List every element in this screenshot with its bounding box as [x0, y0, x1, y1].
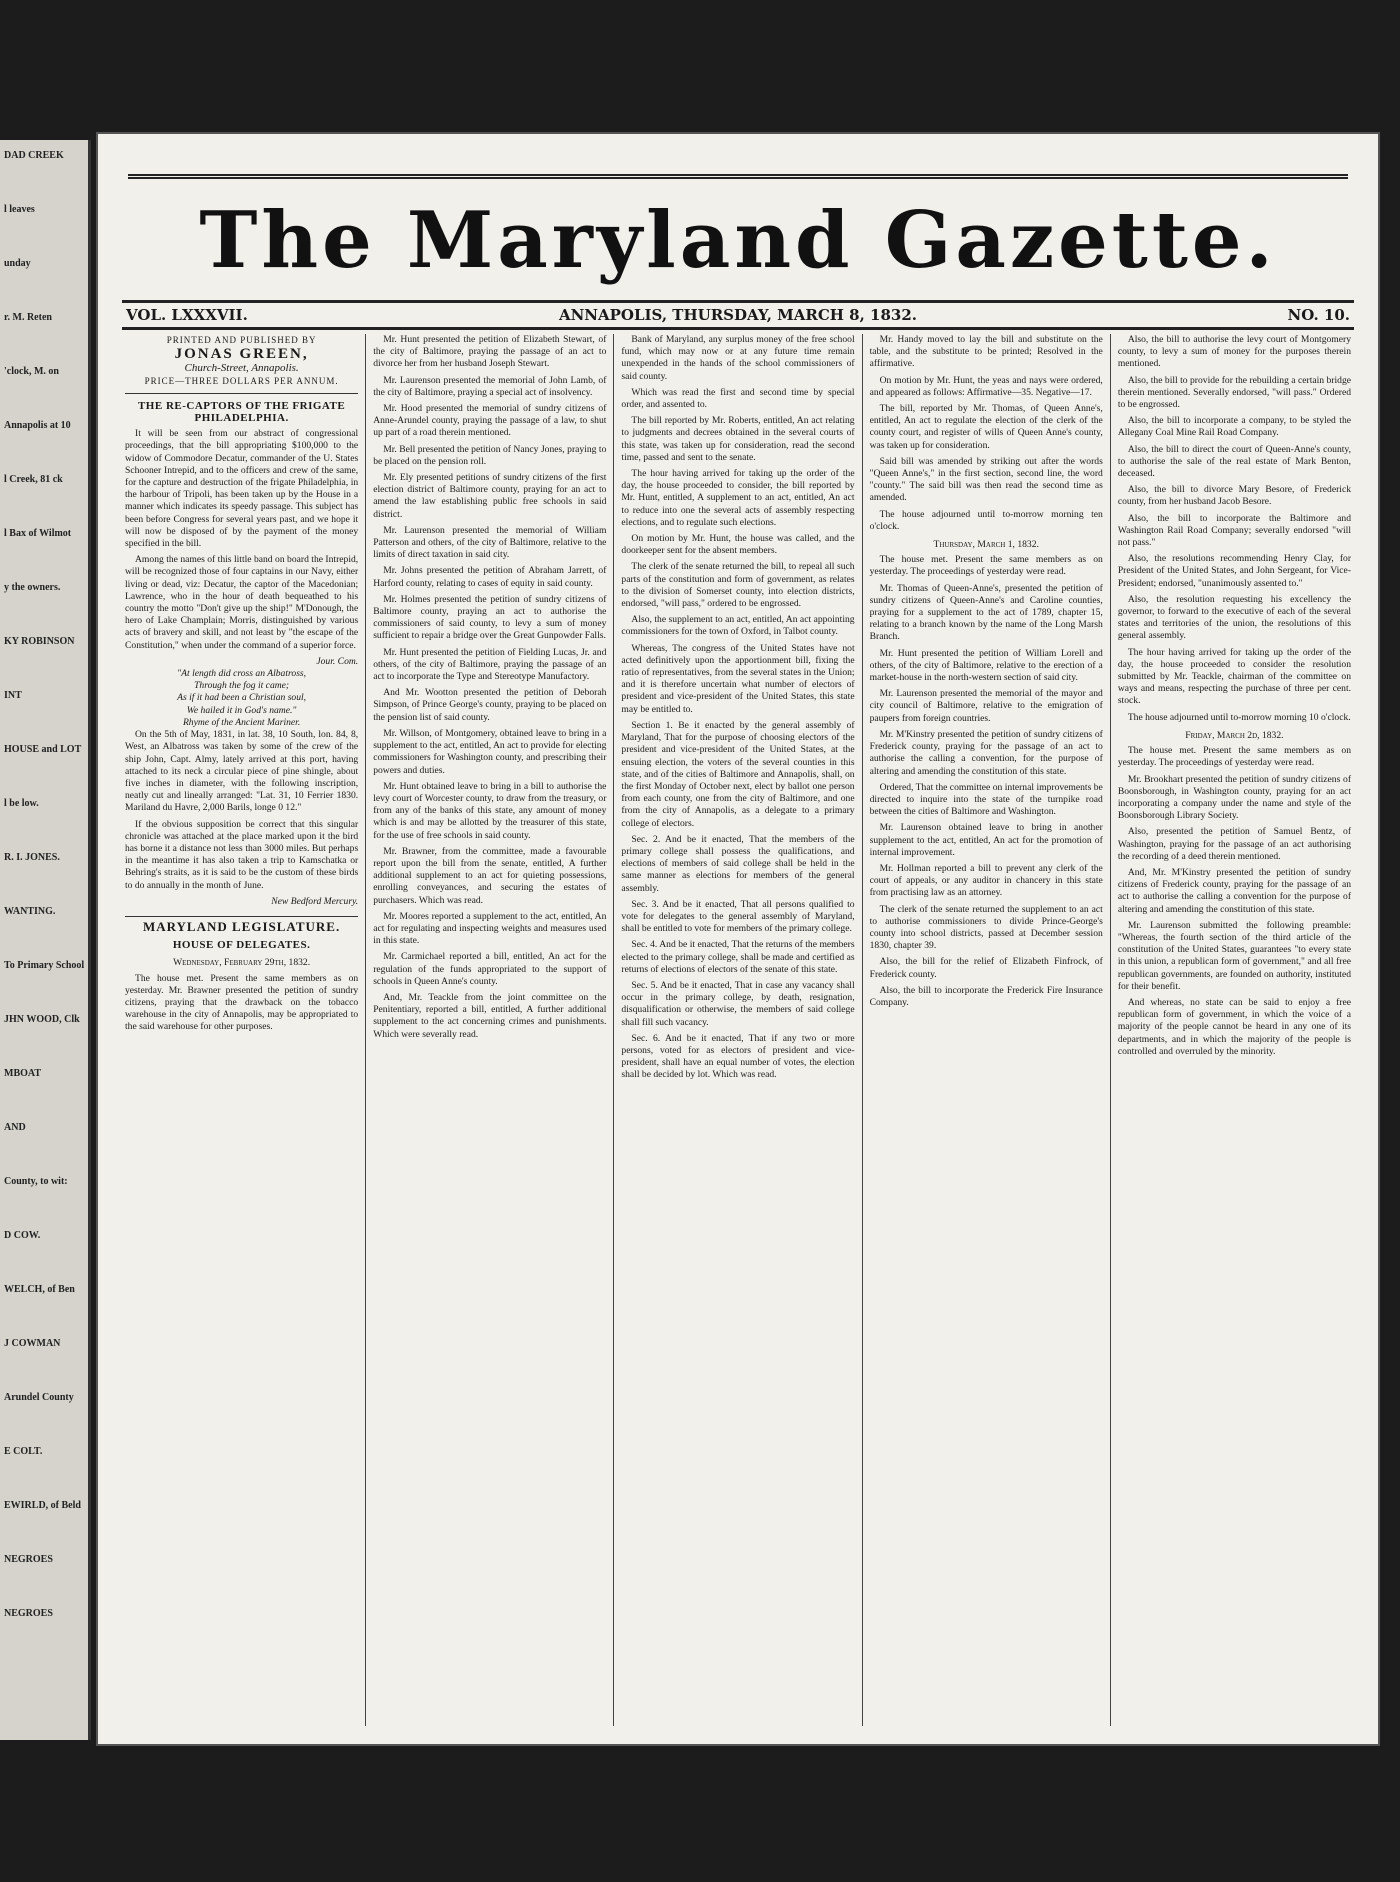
- article-paragraph: Mr. Hunt presented the petition of Elizabeth Stewart, of the city of Baltimore, praying the passage of an act to divorce her from her husband Joseph Stewart.: [373, 334, 607, 370]
- masthead-rule: [128, 174, 1348, 179]
- article-paragraph: Mr. Hood presented the memorial of sundry citizens of Anne-Arundel county, praying the passage of a law, to shut up part of a road therein mentioned.: [373, 403, 607, 439]
- article-paragraph: Also, the bill to incorporate a company, to be styled the Allegany Coal Mine Rail Road Company.: [1117, 415, 1352, 439]
- imprint-line: PRINTED AND PUBLISHED BY: [166, 335, 317, 345]
- article-paragraph: Also, presented the petition of Samuel Bentz, of Washington, praying for the passage of an act authorising the recording of a deed therein mentioned.: [1117, 826, 1352, 862]
- column-4: [863, 334, 1111, 1726]
- strip-text-fragment: DAD CREEK: [4, 150, 64, 161]
- article-paragraph: Also, the bill to incorporate the Baltimore and Washington Rail Road Company; severally endorsed "will not pass.": [1117, 512, 1352, 549]
- article-paragraph: Mr. Carmichael reported a bill, entitled, An act for the regulation of the funds appropriated to the support of schools in Queen Anne's county.: [373, 951, 607, 987]
- article-paragraph: Bank of Maryland, any surplus money of the free school fund, which may now or at any future time remain unexpended in the hands of the school commissioners of said county.: [621, 334, 855, 382]
- article-paragraph: Sec. 2. And be it enacted, That the members of the primary college shall possess the qualifications, and elections of members of said college shall be held in the same manner as elections for members of the general assembly.: [621, 833, 855, 894]
- section-subheading: HOUSE OF DELEGATES.: [172, 939, 311, 952]
- column-1: [118, 334, 366, 1726]
- strip-text-fragment: AND: [4, 1122, 26, 1133]
- article-paragraph: Also, the resolution requesting his excellency the governor, to forward to the executive of each of the several states and territories of the union, the resolutions of this general assembly.: [1117, 593, 1352, 642]
- article-source: Jour. Com.: [316, 655, 359, 667]
- strip-text-fragment: INT: [4, 690, 22, 701]
- strip-text-fragment: EWIRLD, of Beld: [4, 1500, 81, 1511]
- session-date: Thursday, March 1, 1832.: [933, 539, 1039, 551]
- strip-text-fragment: r. M. Reten: [4, 312, 52, 323]
- article-paragraph: Mr. Laurenson presented the memorial of William Patterson and others, of the city of Baltimore, relative to the limits of direct taxation in said city.: [373, 524, 607, 561]
- article-paragraph: Mr. Hunt presented the petition of William Lorell and others, of the city of Baltimore, relative to the erection of a market-house in the north-western section of said city.: [869, 647, 1103, 684]
- verse-line: We hailed it in God's name.": [186, 704, 297, 716]
- column-5: [1111, 334, 1358, 1726]
- publisher-name: JONAS GREEN,: [174, 346, 309, 363]
- strip-text-fragment: To Primary School: [4, 960, 85, 971]
- article-paragraph: And whereas, no state can be said to enjoy a free republican form of government, in which the voice of a majority of the people cannot be heard in any one of its departments, and in which the majority of the people is controlled and overruled by the minority.: [1117, 996, 1352, 1057]
- strip-text-fragment: 'clock, M. on: [4, 366, 59, 377]
- strip-text-fragment: MBOAT: [4, 1068, 42, 1079]
- article-paragraph: Also, the supplement to an act, entitled, An act appointing commissioners for the town of Oxford, in Talbot county.: [621, 614, 855, 638]
- article-heading: THE RE-CAPTORS OF THE FRIGATE PHILADELPHIA.: [137, 399, 346, 425]
- verse-line: As if it had been a Christian soul,: [177, 692, 307, 704]
- strip-text-fragment: J COWMAN: [4, 1338, 61, 1349]
- article-paragraph: On motion by Mr. Hunt, the house was called, and the doorkeeper sent for the absent members.: [621, 533, 855, 557]
- article-paragraph: Ordered, That the committee on internal improvements be directed to inquire into the state of the turnpike road between the cities of Baltimore and Washington.: [869, 781, 1103, 818]
- article-paragraph: The hour having arrived for taking up the order of the day, the house proceeded to consider the resolution submitted by Mr. Teackle, chairman of the committee on ways and means, respecting the purchase of three per cent. stock.: [1117, 646, 1352, 707]
- article-paragraph: Mr. Laurenson submitted the following preamble: "Whereas, the fourth section of the third article of the constitution of the United States, guarantees "to every state in this union, a republican form of government," and all free republican governments, are founded on authority, instituted for their benefit.: [1117, 919, 1352, 992]
- article-paragraph: Mr. Hunt obtained leave to bring in a bill to authorise the levy court of Worcester county, to draw from the treasury, or from any of the banks of this state, any amount of money which is and may be allotted by the treasurer of this state, for the use of free schools in said county.: [373, 780, 607, 841]
- article-paragraph: Which was read the first and second time by special order, and assented to.: [621, 386, 855, 411]
- article-paragraph: Sec. 3. And be it enacted, That all persons qualified to vote for delegates to the general assembly of Maryland, shall be entitled to vote for members of the primary college.: [621, 898, 855, 935]
- strip-text-fragment: NEGROES: [4, 1608, 53, 1619]
- strip-text-fragment: NEGROES: [4, 1554, 53, 1565]
- article-paragraph: The bill reported by Mr. Roberts, entitled, An act relating to judgments and decrees obtained in the several courts of this state, was taken up for consideration, read the second time, passed and sent to the senate.: [621, 415, 855, 463]
- strip-text-fragment: E COLT.: [4, 1446, 43, 1457]
- article-paragraph: Mr. Laurenson presented the memorial of John Lamb, of the city of Baltimore, praying a special act of insolvency.: [373, 374, 607, 398]
- article-paragraph: Sec. 4. And be it enacted, That the returns of the members elected to the primary college, shall be made and certified as returns of elections of electors of the senate of this state.: [621, 939, 855, 975]
- article-paragraph: Also, the bill to divorce Mary Besore, of Frederick county, from her husband Jacob Besore.: [1117, 484, 1352, 508]
- article-paragraph: Sec. 5. And be it enacted, That in case any vacancy shall occur in the primary college, by death, resignation, disqualification or otherwise, the members of said college shall fill such vacancy.: [621, 979, 855, 1028]
- article-paragraph: Mr. Hollman reported a bill to prevent any clerk of the court of appeals, or any auditor in chancery in this state from practising law as an attorney.: [869, 862, 1103, 899]
- article-paragraph: Mr. Handy moved to lay the bill and substitute on the table, and the substitute to be printed; Resolved in the affirmative.: [869, 334, 1103, 370]
- verse-source: Rhyme of the Ancient Mariner.: [182, 716, 301, 728]
- article-paragraph: On the 5th of May, 1831, in lat. 38, 10 South, lon. 84, 8, West, an Albatross was taken by some of the crew of the ship John, Capt. Almy, lately arrived at this port, having attached to its neck a circular piece of pine shingle, about five inches in diameter, with the following inscription, neatly cut and lineally arranged: "Lat. 31, 10 Ferrier 1830. Mariland du Havre, 2,000 Barils, longe 0 12.": [125, 729, 359, 814]
- article-paragraph: Section 1. Be it enacted by the general assembly of Maryland, That for the purpose of choosing electors of the president and vice-president of the United States, at the ensuing election, the voters of the several counties in this state, and of the cities of Baltimore and Annapolis, shall, on the first Monday of October next, elect by ballot one person from each county, one from the city of Baltimore, and one from the city of Annapolis, as a delegate to a primary college of electors.: [621, 719, 855, 829]
- strip-text-fragment: HOUSE and LOT: [4, 744, 82, 755]
- article-paragraph: And Mr. Wootton presented the petition of Deborah Simpson, of Prince George's county, praying to be placed on the pension list of said county.: [373, 687, 607, 723]
- article-paragraph: The bill, reported by Mr. Thomas, of Queen Anne's, entitled, An act to regulate the election of the clerk of the county court, and register of wills of Queen Anne's county, was taken up for consideration.: [869, 403, 1103, 451]
- strip-text-fragment: l leaves: [4, 204, 35, 215]
- article-paragraph: Whereas, The congress of the United States have not acted definitively upon the apportionment bill, fixing the ratio of representatives, from the several states in the Union; and it is therefore uncertain what number of electors of president and vice-president of the United States, this state may be entitled to.: [621, 642, 855, 715]
- article-paragraph: Also, the bill to incorporate the Frederick Fire Insurance Company.: [869, 984, 1103, 1008]
- article-source: New Bedford Mercury.: [271, 895, 359, 907]
- article-paragraph: On motion by Mr. Hunt, the yeas and nays were ordered, and appeared as follows: Affirmative—35. Negative—17.: [869, 374, 1103, 398]
- section-heading: MARYLAND LEGISLATURE.: [125, 916, 358, 933]
- columns: [118, 334, 1358, 1726]
- article-paragraph: If the obvious supposition be correct that this singular chronicle was attached at the place marked upon it the bird has borne it a distance not less than 3000 miles. But perhaps in the meantime it has also taken a trip to Kamschatka or Behring's straits, as it is said to be the custom of these birds to do annually in the month of June.: [125, 818, 359, 891]
- strip-text-fragment: WELCH, of Ben: [4, 1284, 75, 1295]
- article-paragraph: Mr. Johns presented the petition of Abraham Jarrett, of Harford county, relating to cases of equity in said county.: [373, 565, 607, 589]
- verse-line: "At length did cross an Albatross,: [177, 668, 307, 680]
- strip-text-fragment: WANTING.: [4, 906, 56, 917]
- article-paragraph: Mr. Thomas of Queen-Anne's, presented the petition of sundry citizens of Queen-Anne's and Caroline counties, praying for a supplement to the act of 1789, chapter 15, relating to a branch known by the name of the Long Marsh Branch.: [869, 582, 1103, 643]
- strip-text-fragment: County, to wit:: [4, 1176, 68, 1187]
- article-paragraph: And, Mr. Teackle from the joint committee on the Penitentiary, reported a bill, entitled, A further additional supplement to the act concerning crimes and punishments. Which were severally read.: [373, 991, 607, 1040]
- article-paragraph: The clerk of the senate returned the supplement to an act to authorise commissioners to divide Prince-George's county into school districts, passed at December session 1830, chapter 39.: [869, 903, 1103, 952]
- session-date: Friday, March 2d, 1832.: [1185, 729, 1284, 741]
- strip-text-fragment: Annapolis at 10: [4, 420, 71, 431]
- city-date: ANNAPOLIS, THURSDAY, MARCH 8, 1832.: [558, 306, 918, 324]
- article-paragraph: The house met. Present the same members as on yesterday. Mr. Brawner presented the petition of sundry citizens, praying that the drawback on the tobacco warehouse in the city of Annapolis, may be appropriated to the said warehouse for other purposes.: [125, 972, 359, 1033]
- article-paragraph: Mr. Laurenson presented the memorial of the mayor and city council of Baltimore, relative to the emigration of paupers from foreign countries.: [869, 688, 1103, 724]
- article-paragraph: Mr. Moores reported a supplement to the act, entitled, An act for regulating and inspecting weights and measures used in this state.: [373, 910, 607, 947]
- article-paragraph: Mr. Laurenson obtained leave to bring in another supplement to the act, entitled, An act for the promotion of internal improvement.: [869, 822, 1103, 858]
- strip-text-fragment: l Creek, 81 ck: [4, 474, 63, 485]
- imprint: [125, 334, 358, 394]
- article-paragraph: Mr. Willson, of Montgomery, obtained leave to bring in a supplement to the act, entitled, An act to provide for electing commissioners for Washington county, and prescribing their powers and duties.: [373, 727, 607, 776]
- article-paragraph: Also, the resolutions recommending Henry Clay, for President of the United States, and John Sergeant, for Vice-President; endorsed, "unanimously assented to.": [1117, 553, 1352, 589]
- column-3: [614, 334, 862, 1726]
- article-paragraph: Also, the bill to authorise the levy court of Montgomery county, to levy a sum of money for the purposes therein mentioned.: [1117, 334, 1352, 370]
- article-paragraph: It will be seen from our abstract of congressional proceedings, that the bill appropriating $100,000 to the widow of Commodore Decatur, commander of the U. States Schooner Intrepid, and to the officers and crew of the same, for the capture and destruction of the frigate Philadelphia, in the harbour of Tripoli, has been taken up by the House in a manner which indicates its speedy passage. This subject has been before Congress for several years past, and we hope it will now be disposed of by the payment of the money specified in the bill.: [125, 428, 359, 550]
- article-paragraph: And, Mr. M'Kinstry presented the petition of sundry citizens of Frederick county, praying for the passage of an act to authorise the calling a convention for the purpose of altering and amending the constitution of this state.: [1117, 866, 1352, 915]
- strip-text-fragment: l Bax of Wilmot: [4, 528, 72, 539]
- adjacent-page-strip: [0, 140, 91, 1740]
- column-2: [366, 334, 614, 1726]
- issue-number: NO. 10.: [1287, 306, 1350, 324]
- article-paragraph: Sec. 6. And be it enacted, That if any two or more persons, voted for as electors of president and vice-president, shall have an equal number of votes, the election shall be decided by lot. Which was read.: [621, 1032, 855, 1081]
- publisher-address: Church-Street, Annapolis.: [184, 362, 299, 375]
- article-paragraph: The house adjourned until to-morrow morning ten o'clock.: [869, 508, 1103, 532]
- article-paragraph: Mr. M'Kinstry presented the petition of sundry citizens of Frederick county, praying for the passage of an act to authorise the calling a convention, for the purpose of altering and amending the constitution of this state.: [869, 728, 1103, 777]
- strip-text-fragment: JHN WOOD, Clk: [4, 1014, 80, 1025]
- article-paragraph: Also, the bill to direct the court of Queen-Anne's county, to authorise the sale of the real estate of Mark Benton, deceased.: [1117, 443, 1352, 480]
- article-paragraph: The house adjourned until to-morrow morning 10 o'clock.: [1127, 711, 1351, 723]
- strip-text-fragment: l be low.: [4, 798, 39, 809]
- article-paragraph: Mr. Hunt presented the petition of Fielding Lucas, Jr. and others, of the city of Baltimore, praying the passage of an act to incorporate the Type and Stereotype Manufactory.: [373, 646, 607, 683]
- article-paragraph: Mr. Brawner, from the committee, made a favourable report upon the bill from the senate, entitled, A further additional supplement to an act for quieting possessions, enrolling conveyances, and securing the estates of purchasers. Which was read.: [373, 845, 607, 906]
- dateline: [122, 300, 1354, 330]
- volume-number: VOL. LXXXVII.: [126, 306, 248, 324]
- article-paragraph: The hour having arrived for taking up the order of the day, the house proceeded to consider, the bill reported by Mr. Hunt, entitled, A supplement to an act, entitled, An act to reduce into one the several acts of assembly respecting elections, and to regulate such elections.: [621, 468, 855, 528]
- article-paragraph: Among the names of this little band on board the Intrepid, will be recognized those of four captains in our Navy, either living or dead, viz: Decatur, the captor of the Macedonian; Lawrence, who in the hour of death bequeathed to his country the motto "Don't give up the ship!" M'Donough, the hero of Lake Champlain; Morris, distinguished by various acts of bravery and skill, and not least by "the escape of the Constitution," when under the command of a superior force.: [125, 554, 359, 651]
- article-paragraph: The house met. Present the same members as on yesterday. The proceedings of yesterday were read.: [869, 554, 1103, 578]
- article-paragraph: The clerk of the senate returned the bill, to repeal all such parts of the constitution and form of government, as relates to the division of Somerset county, into election districts, endorsed, "will pass," ordered to be engrossed.: [621, 561, 855, 610]
- article-paragraph: Also, the bill for the relief of Elizabeth Finfrock, of Frederick county.: [869, 956, 1103, 980]
- newspaper-page: [96, 132, 1380, 1746]
- strip-text-fragment: unday: [4, 258, 31, 269]
- article-paragraph: Mr. Bell presented the petition of Nancy Jones, praying to be placed on the pension roll.: [373, 443, 607, 467]
- article-paragraph: Mr. Holmes presented the petition of sundry citizens of Baltimore county, praying an act to authorise the commissioners of said county, to levy a sum of money sufficient to repair a bridge over the Great Gunpowder Falls.: [373, 593, 607, 642]
- strip-text-fragment: D COW.: [4, 1230, 41, 1241]
- article-paragraph: Mr. Brookhart presented the petition of sundry citizens of Boonsborough, in Washington county, praying for an act incorporating a company under the name and style of the Boonsborough Library Society.: [1117, 773, 1352, 822]
- strip-text-fragment: y the owners.: [4, 582, 61, 593]
- subscription-price: PRICE—THREE DOLLARS PER ANNUM.: [144, 375, 339, 386]
- masthead-title: The Maryland Gazette.: [199, 195, 1277, 286]
- article-paragraph: Mr. Ely presented petitions of sundry citizens of the first election district of Baltimore county, praying for an act to amend the law establishing public free schools in said district.: [373, 472, 607, 520]
- article-paragraph: The house met. Present the same members as on yesterday. The proceedings of yesterday were read.: [1117, 745, 1352, 769]
- article-paragraph: Said bill was amended by striking out after the words "Queen Anne's," in the first section, second line, the word "county." The said bill was then read the second time as amended.: [869, 455, 1103, 504]
- strip-text-fragment: KY ROBINSON: [4, 636, 75, 647]
- verse-line: Through the fog it came;: [194, 680, 290, 692]
- strip-text-fragment: R. I. JONES.: [4, 852, 60, 863]
- strip-text-fragment: Arundel County: [4, 1392, 74, 1403]
- session-date: Wednesday, February 29th, 1832.: [173, 957, 311, 969]
- article-paragraph: Also, the bill to provide for the rebuilding a certain bridge therein mentioned. Severally endorsed, "will pass." Ordered to be engrossed.: [1117, 374, 1352, 411]
